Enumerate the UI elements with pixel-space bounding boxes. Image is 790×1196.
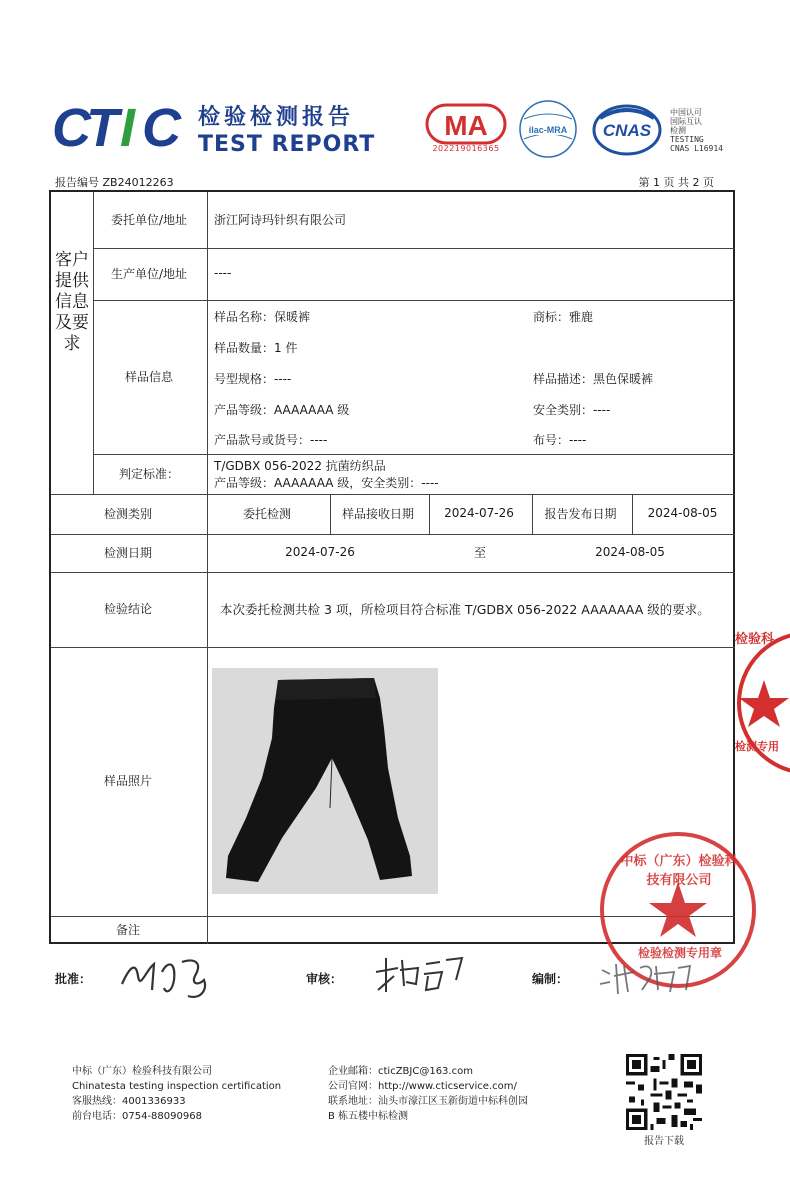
test-date-label: 检测日期 — [103, 545, 152, 560]
company-seal-ring-text: 中标（广东）检验科技有限公司 — [620, 854, 738, 888]
sample-item-no: 产品款号或货号：---- — [214, 433, 328, 447]
compiler-signature — [596, 954, 696, 1000]
svg-text:ilac-MRA: ilac-MRA — [528, 125, 568, 135]
entrust-label: 委托单位/地址 — [110, 213, 188, 227]
sample-description: 样品描述：黑色保暖裤 — [533, 372, 654, 386]
side-seal-bottom: 检测专用 — [735, 740, 779, 753]
reviewer-signature — [372, 950, 468, 998]
sample-name: 样品名称：保暖裤 — [214, 310, 311, 324]
entrust-value: 浙江阿诗玛针织有限公司 — [214, 213, 347, 227]
sample-photo — [212, 668, 438, 894]
side-seal-top: 检验科 — [735, 632, 775, 647]
footer-address-line2: B 栋五楼中标检测 — [328, 1111, 409, 1122]
footer-website: 公司官网：http://www.cticservice.com/ — [328, 1081, 517, 1092]
report-title-en: TEST REPORT — [198, 132, 376, 157]
ctic-logo — [50, 96, 190, 156]
photo-label: 样品照片 — [103, 774, 152, 788]
sample-grade: 产品等级：AAAAAAA 级 — [214, 403, 350, 417]
issue-date: 2024-08-05 — [647, 506, 718, 520]
svg-text:I: I — [120, 98, 136, 156]
footer-company-block — [72, 1064, 281, 1124]
standard-line2: 产品等级：AAAAAAA 级，安全类别：---- — [214, 476, 439, 490]
conclusion-label: 检验结论 — [103, 602, 152, 616]
sample-cloth-no: 布号：---- — [533, 433, 587, 447]
footer-company-cn: 中标（广东）检验科技有限公司 — [72, 1066, 212, 1077]
compile-label: 编制： — [532, 972, 569, 986]
receive-date-label: 样品接收日期 — [341, 506, 414, 521]
remark-label: 备注 — [115, 922, 140, 937]
footer-front-desk: 前台电话：0754-88090968 — [72, 1111, 202, 1122]
sample-safety: 安全类别：---- — [533, 403, 611, 417]
producer-label: 生产单位/地址 — [110, 266, 188, 281]
inspection-seal-partial — [734, 628, 790, 778]
receive-date: 2024-07-26 — [444, 506, 514, 520]
svg-text:C: C — [52, 98, 91, 156]
sample-info-label: 样品信息 — [124, 369, 173, 384]
qr-code-icon — [626, 1054, 702, 1130]
standard-label: 判定标准： — [118, 466, 179, 481]
sample-quantity: 样品数量：1 件 — [214, 341, 298, 355]
thermal-pants-image — [212, 668, 438, 894]
footer-email: 企业邮箱：cticZBJC@163.com — [328, 1066, 473, 1077]
footer-address-line1: 联系地址：汕头市濠江区玉新街道中标科创园 — [328, 1096, 528, 1107]
issue-date-label: 报告发布日期 — [544, 506, 617, 521]
sample-model: 号型规格：---- — [214, 372, 292, 386]
approve-label: 批准： — [55, 972, 92, 986]
report-title-cn: 检验检测报告 — [198, 105, 355, 130]
cma-number: 202219016365 — [432, 144, 500, 153]
test-type-label: 检测类别 — [103, 506, 152, 521]
svg-text:CNAS: CNAS — [602, 121, 652, 140]
footer-company-en: Chinatesta testing inspection certification — [72, 1081, 282, 1092]
test-type-value: 委托检测 — [242, 506, 291, 521]
cnas-side-text: 中国认可 国际互认 检测 TESTING CNAS L16914 — [670, 108, 723, 153]
review-label: 审核： — [306, 972, 343, 986]
approver-signature — [116, 950, 220, 1002]
test-date-start: 2024-07-26 — [285, 545, 355, 559]
company-seal-bottom-text: 检验检测专用章 — [637, 946, 722, 960]
test-date-to: 至 — [473, 545, 486, 560]
svg-text:C: C — [142, 98, 181, 156]
standard-line1: T/GDBX 056-2022 抗菌纺织品 — [214, 459, 386, 473]
svg-text:T: T — [86, 98, 119, 156]
producer-value: ---- — [214, 266, 232, 280]
cnas-mark-icon — [592, 104, 662, 156]
page-info: 第 1 页 共 2 页 — [638, 176, 714, 189]
client-info-section-label: 客户提供信息及要求 — [55, 250, 89, 354]
qr-caption: 报告下载 — [644, 1136, 684, 1147]
sample-brand: 商标：雅鹿 — [533, 310, 594, 324]
footer-contact-block — [328, 1064, 528, 1124]
conclusion-text: 本次委托检测共检 3 项，所检项目符合标准 T/GDBX 056-2022 AAAAAAA 级的要求。 — [220, 601, 710, 617]
test-date-end: 2024-08-05 — [595, 545, 665, 559]
ilac-mra-mark-icon — [518, 99, 578, 159]
svg-text:MA: MA — [444, 110, 488, 141]
report-number: 报告编号 ZB24012263 — [55, 176, 174, 189]
footer-hotline: 客服热线：4001336933 — [72, 1096, 186, 1107]
